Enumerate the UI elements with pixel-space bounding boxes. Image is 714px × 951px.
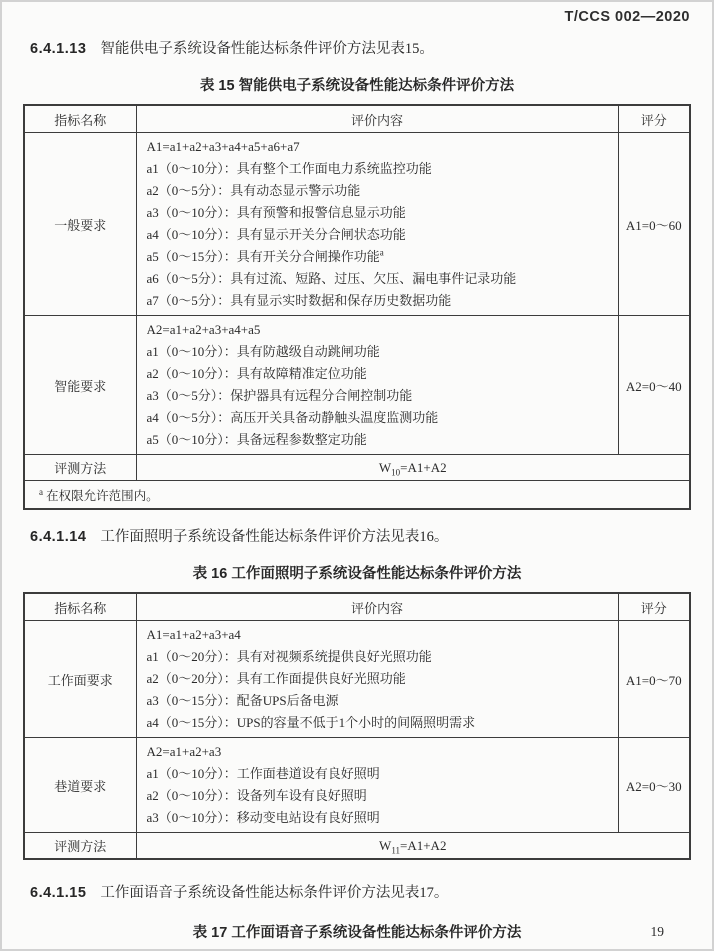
table15-footnote-row	[24, 481, 690, 510]
table16-header-row	[24, 593, 690, 621]
table16	[23, 592, 691, 860]
section-text: 工作面语音子系统设备性能达标条件评价方法见表17。	[100, 885, 449, 901]
section-6-4-1-13	[30, 39, 688, 59]
method-formula-cell: $W_{11}=A1+A2$	[136, 833, 690, 860]
table16-title: 表 16 工作面照明子系统设备性能达标条件评价方法	[192, 566, 522, 582]
content-line: a6（0～5分）：具有过流、短路、过压、欠压、漏电事件记录功能	[146, 271, 517, 286]
content-line: a3（0～15分）：配备UPS后备电源	[146, 693, 339, 708]
page-number: 19	[650, 924, 664, 939]
section-number: 6.4.1.14	[30, 529, 87, 545]
content-line: a1（0～10分）：具有防越级自动跳闸功能	[146, 344, 380, 359]
score-cell: A1=0～70	[618, 621, 690, 738]
header-score: 评分	[618, 593, 690, 621]
content-line: a1（0～20分）：具有对视频系统提供良好光照功能	[146, 649, 432, 664]
content-cell	[136, 316, 618, 455]
indicator-name-cell: 工作面要求	[24, 621, 136, 738]
content-cell	[136, 621, 618, 738]
content-cell	[136, 738, 618, 833]
header-score: 评分	[618, 105, 690, 133]
table16-group-workface	[24, 621, 690, 738]
method-label-cell: 评测方法	[24, 833, 136, 860]
header-indicator-name: 指标名称	[24, 593, 136, 621]
doc-number: T/CCS 002—2020	[564, 9, 690, 25]
section-text: 智能供电子系统设备性能达标条件评价方法见表15。	[100, 41, 434, 57]
score-cell: A1=0～60	[618, 133, 690, 316]
section-6-4-1-15	[30, 883, 688, 903]
table16-group-roadway	[24, 738, 690, 833]
content-line: A2=a1+a2+a3	[146, 744, 222, 759]
header-content: 评价内容	[136, 105, 618, 133]
content-line: a2（0～20分）：具有工作面提供良好光照功能	[146, 671, 406, 686]
method-label-cell: 评测方法	[24, 455, 136, 481]
table15-group-general	[24, 133, 690, 316]
content-line: A1=a1+a2+a3+a4+a5+a6+a7	[146, 139, 300, 154]
content-line: a3（0～10分）：移动变电站设有良好照明	[146, 810, 380, 825]
table15-header-row	[24, 105, 690, 133]
table15-group-intelligent	[24, 316, 690, 455]
footnote-ref: a	[379, 247, 384, 258]
content-line: a4（0～15分）：UPS的容量不低于1个小时的间隔照明需求	[146, 715, 476, 730]
table17-title: 表 17 工作面语音子系统设备性能达标条件评价方法	[192, 925, 522, 941]
table15-method-row	[24, 455, 690, 481]
formula-subscript: 11	[391, 845, 400, 856]
indicator-name-cell: 巷道要求	[24, 738, 136, 833]
score-cell: A2=0～40	[618, 316, 690, 455]
table15-title: 表 15 智能供电子系统设备性能达标条件评价方法	[199, 78, 515, 94]
content-line: a2（0～10分）：设备列车设有良好照明	[146, 788, 367, 803]
content-cell	[136, 133, 618, 316]
content-line: a4（0～10分）：具有显示开关分合闸状态功能	[146, 227, 406, 242]
section-text: 工作面照明子系统设备性能达标条件评价方法见表16。	[100, 529, 449, 545]
footnote-marker: a	[39, 486, 43, 497]
content-line: a3（0～10分）：具有预警和报警信息显示功能	[146, 205, 406, 220]
content-line: a1（0～10分）：具有整个工作面电力系统监控功能	[146, 161, 432, 176]
content-line: A1=a1+a2+a3+a4	[146, 627, 241, 642]
content-line: a2（0～5分）：具有动态显示警示功能	[146, 183, 361, 198]
section-6-4-1-14	[30, 527, 688, 547]
section-number: 6.4.1.13	[30, 41, 87, 57]
method-formula-cell: $W_{10}=A1+A2$	[136, 455, 690, 481]
indicator-name-cell: 一般要求	[24, 133, 136, 316]
content-line: a2（0～10分）：具有故障精准定位功能	[146, 366, 367, 381]
content-line: a5（0～10分）：具备远程参数整定功能	[146, 432, 367, 447]
content-line: a1（0～10分）：工作面巷道设有良好照明	[146, 766, 380, 781]
header-content: 评价内容	[136, 593, 618, 621]
header-indicator-name: 指标名称	[24, 105, 136, 133]
content-line: a5（0～15分）：具有开关分合闸操作功能$^a$	[146, 247, 384, 264]
content-line: a4（0～5分）：高压开关具备动静触头温度监测功能	[146, 410, 439, 425]
footnote-cell: $^a$ 在权限允许范围内。	[24, 481, 690, 510]
table15	[23, 104, 691, 510]
content-line: a7（0～5分）：具有显示实时数据和保存历史数据功能	[146, 293, 452, 308]
score-cell: A2=0～30	[618, 738, 690, 833]
table16-method-row	[24, 833, 690, 860]
content-line: A2=a1+a2+a3+a4+a5	[146, 322, 261, 337]
indicator-name-cell: 智能要求	[24, 316, 136, 455]
formula-subscript: 10	[391, 467, 401, 478]
section-number: 6.4.1.15	[30, 885, 87, 901]
content-line: a3（0～5分）：保护器具有远程分合闸控制功能	[146, 388, 413, 403]
